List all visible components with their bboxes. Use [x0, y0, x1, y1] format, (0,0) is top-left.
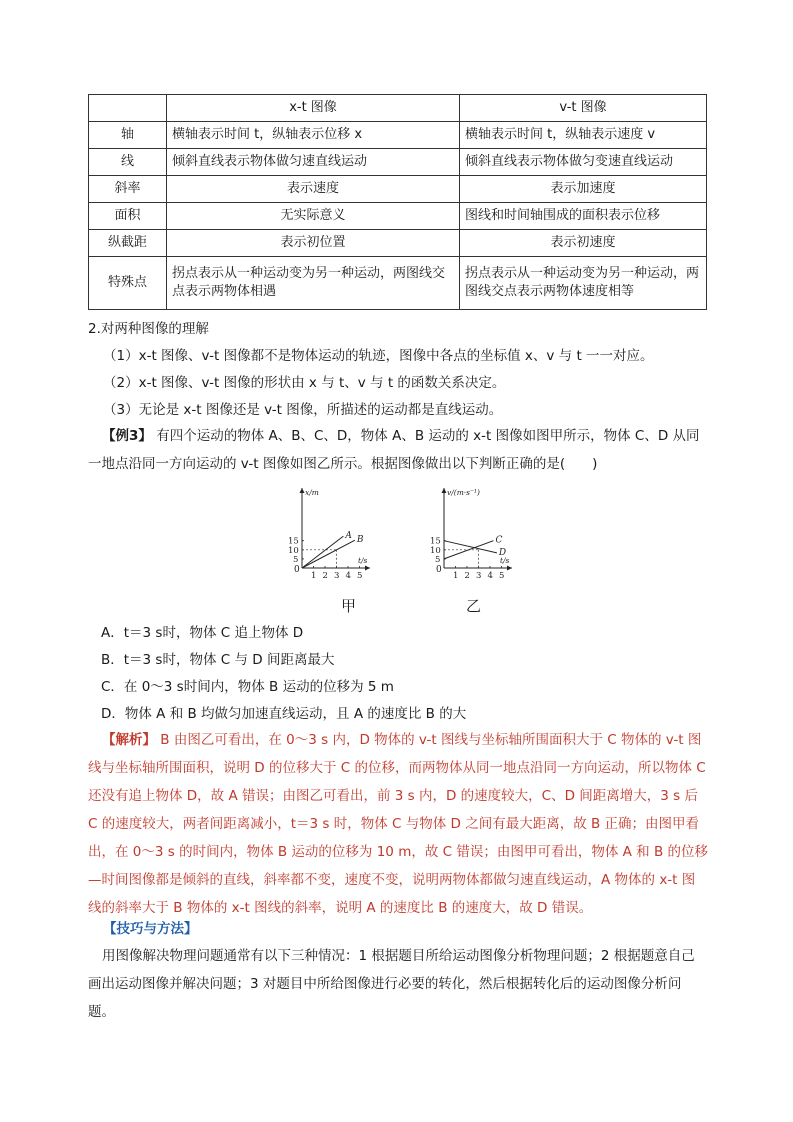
y-axis-arrow-icon: [300, 488, 305, 493]
section-title: 2.对两种图像的理解: [88, 321, 209, 337]
example-paragraph: [88, 422, 708, 478]
table-row: [89, 149, 707, 176]
y-tick-label: 15: [430, 536, 441, 547]
table-cell: 特殊点: [89, 257, 167, 310]
x-tick-label: 4: [345, 571, 351, 581]
series-label-a: A: [345, 531, 352, 542]
origin-label: 0: [294, 565, 300, 575]
y-tick-label: 15: [288, 536, 299, 547]
y-axis-label: v/(m·s⁻¹): [447, 488, 480, 497]
series-label-c: C: [495, 535, 503, 546]
x-tick-label: 2: [322, 571, 328, 581]
x-axis-arrow-icon: [365, 566, 370, 571]
option-d: D．物体 A 和 B 均做匀加速直线运动，且 A 的速度比 B 的大: [101, 706, 467, 722]
chart-caption: 甲: [341, 597, 357, 615]
tips-label: 【技巧与方法】: [103, 921, 198, 937]
table-cell: 横轴表示时间 t，纵轴表示位移 x: [167, 122, 460, 149]
chart-yi: [408, 482, 523, 584]
table-cell: 倾斜直线表示物体做匀变速直线运动: [460, 149, 707, 176]
table-header-cell: x-t 图像: [167, 95, 460, 122]
chart-caption: 乙: [466, 597, 482, 615]
x-axis-label: t/s: [500, 556, 510, 565]
analysis-label: 【解析】: [102, 732, 156, 748]
example-label: 【例3】: [102, 428, 152, 444]
x-axis-arrow-icon: [507, 566, 512, 571]
y-tick-label: 5: [293, 554, 299, 565]
x-tick-label: 4: [487, 571, 493, 581]
series-line-b: [302, 540, 355, 568]
list-item: （3）无论是 x-t 图像还是 v-t 图像，所描述的运动都是直线运动。: [103, 402, 503, 418]
option-b: B．t＝3 s时，物体 C 与 D 间距离最大: [101, 652, 335, 668]
table-row: [89, 230, 707, 257]
table-cell: 轴: [89, 122, 167, 149]
chart-jia: [276, 482, 386, 584]
y-axis-label: x/m: [305, 488, 319, 497]
table-cell: 斜率: [89, 176, 167, 203]
y-tick-label: 10: [430, 545, 441, 556]
list-item: （2）x-t 图像、v-t 图像的形状由 x 与 t、v 与 t 的函数关系决定。: [103, 375, 506, 391]
table-cell: 无实际意义: [167, 203, 460, 230]
origin-label: 0: [436, 565, 442, 575]
x-tick-label: 1: [453, 571, 459, 581]
table-row: [89, 203, 707, 230]
x-axis-label: t/s: [358, 556, 368, 565]
table-cell: 倾斜直线表示物体做匀速直线运动: [167, 149, 460, 176]
list-item: （1）x-t 图像、v-t 图像都不是物体运动的轨迹，图像中各点的坐标值 x、v 与 t 一一对应。: [103, 348, 654, 364]
example-text: 有四个运动的物体 A、B、C、D，物体 A、B 运动的 x-t 图像如图甲所示，物体 C、D 从同一地点沿同一方向运动的 v-t 图像如图乙所示。根据图像做出以下判断正确的是( ): [88, 428, 700, 472]
y-tick-label: 5: [435, 554, 441, 565]
table-cell: 表示初位置: [167, 230, 460, 257]
tips-text: 用图像解决物理问题通常有以下三种情况：1 根据题目所给运动图像分析物理问题；2 根据题意自己画出运动图像并解决问题；3 对题目中所给图像进行必要的转化，然后根据转化后的运动图像分析问题。: [88, 948, 695, 1020]
table-header-row: [89, 95, 707, 122]
table-cell: 横轴表示时间 t，纵轴表示速度 v: [460, 122, 707, 149]
table-cell: 拐点表示从一种运动变为另一种运动，两图线交点表示两物体相遇: [167, 257, 460, 310]
comparison-table: [88, 94, 707, 310]
x-tick-label: 2: [464, 571, 470, 581]
series-label-d: D: [498, 547, 507, 558]
series-label-b: B: [356, 535, 364, 546]
x-tick-label: 5: [499, 571, 505, 581]
table-cell: 表示加速度: [460, 176, 707, 203]
option-c: C．在 0～3 s时间内，物体 B 运动的位移为 5 m: [101, 679, 394, 695]
y-tick-label: 10: [288, 545, 299, 556]
table-row: [89, 176, 707, 203]
table-cell: 面积: [89, 203, 167, 230]
table-cell: 表示速度: [167, 176, 460, 203]
analysis-text: 由图乙可看出，在 0～3 s 内，D 物体的 v-t 图线与坐标轴所围面积大于 C 物体的 v-t 图线与坐标轴所围面积，说明 D 的位移大于 C 的位移，而两物体从同一地点沿同一方向运动，所以物体 C 还没有追上物体 D，故 A 错误；由图乙可看出，前 3 s 内，D 的速度较大，C、D 间距离增大，3 s 后 C 的速度较大，两者间距离减小，t＝3 s 时，物体 C 与物体 D 之间有最大距离，故 B 正确；由图甲看出，在 0～3 s 的时间内，物体 B 运动的位移为 10 m，故 C 错误；由图甲可看出，物体 A 和 B 的位移—时间图像都是倾斜的直线，斜率都不变，速度不变，说明两物体都做匀速直线运动，A 物体的 x-t 图线的斜率大于 B 物体的 x-t 图线的斜率，说明 A 的速度比 B 的速度大，故 D 错误。: [88, 732, 709, 916]
series-line-a: [302, 536, 343, 568]
table-cell: 图线和时间轴围成的面积表示位移: [460, 203, 707, 230]
analysis-answer: B: [160, 732, 170, 748]
table-row: [89, 257, 707, 310]
x-tick-label: 1: [311, 571, 317, 581]
x-tick-label: 3: [476, 571, 482, 581]
table-cell: 拐点表示从一种运动变为另一种运动，两图线交点表示两物体速度相等: [460, 257, 707, 310]
table-cell: 表示初速度: [460, 230, 707, 257]
table-row: [89, 122, 707, 149]
table-header-cell: v-t 图像: [460, 95, 707, 122]
table-header-cell: [89, 95, 167, 122]
table-cell: 纵截距: [89, 230, 167, 257]
series-line-c: [444, 541, 493, 559]
x-tick-label: 3: [334, 571, 340, 581]
analysis-paragraph: [88, 726, 708, 922]
y-axis-arrow-icon: [442, 488, 447, 493]
option-a: A．t＝3 s时，物体 C 追上物体 D: [101, 625, 304, 641]
x-tick-label: 5: [357, 571, 363, 581]
table-cell: 线: [89, 149, 167, 176]
